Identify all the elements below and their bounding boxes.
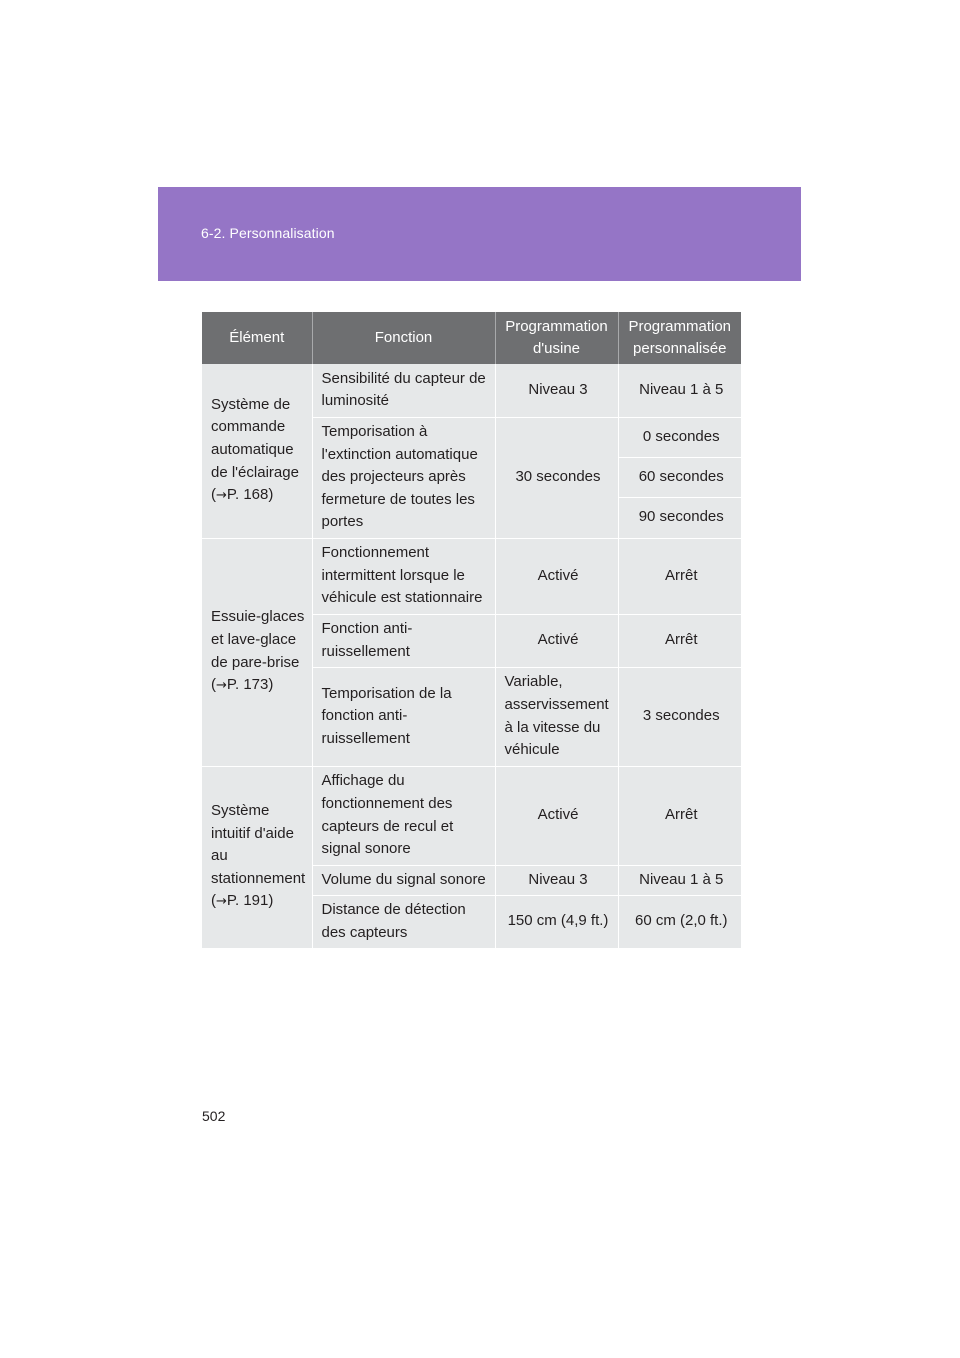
function-cell: Sensibilité du capteur de luminosité — [312, 364, 495, 417]
page-ref: P. 168 — [226, 486, 269, 504]
element-name: Essuie-glaces et lave-glace de pare-brise — [211, 608, 305, 671]
factory-setting-cell: 150 cm (4,9 ft.) — [495, 895, 618, 948]
custom-setting-cell: Arrêt — [618, 614, 741, 667]
column-header-function: Fonction — [312, 312, 495, 364]
arrow-right-icon: → — [216, 678, 227, 694]
factory-setting-cell: Activé — [495, 614, 618, 667]
arrow-right-icon: → — [216, 894, 227, 910]
section-header-band — [158, 187, 801, 281]
custom-setting-cell: 0 secondes — [618, 417, 741, 457]
factory-setting-cell: Niveau 3 — [495, 865, 618, 895]
page-ref: P. 173 — [226, 676, 269, 694]
factory-setting-cell: Variable, asservissement à la vitesse du véhicule — [495, 667, 618, 766]
custom-setting-cell: 90 secondes — [618, 497, 741, 538]
element-name: Système intuitif d'aide au stationnement — [211, 802, 306, 887]
column-header-custom-setting: Programmation personnalisée — [618, 312, 741, 364]
element-name: Système de commande automatique de l'éclairage — [211, 395, 299, 481]
element-cell: Essuie-glaces et lave-glace de pare-brise (→P. 173) — [202, 538, 312, 766]
page-ref: P. 191 — [226, 892, 269, 910]
customization-table — [202, 312, 741, 949]
function-cell: Volume du signal sonore — [312, 865, 495, 895]
custom-setting-cell: Niveau 1 à 5 — [618, 865, 741, 895]
factory-setting-cell: Activé — [495, 766, 618, 865]
custom-setting-cell: 3 secondes — [618, 667, 741, 766]
function-cell: Temporisation à l'extinction automatique des projecteurs après fermeture de toutes les portes — [312, 417, 495, 538]
table-row — [202, 364, 741, 417]
function-cell: Temporisation de la fonction anti-ruissellement — [312, 667, 495, 766]
custom-setting-cell: 60 cm (2,0 ft.) — [618, 895, 741, 948]
factory-setting-cell: Niveau 3 — [495, 364, 618, 417]
section-title: 6-2. Personnalisation — [201, 225, 335, 241]
table-row — [202, 538, 741, 614]
element-cell: Système intuitif d'aide au stationnement (→P. 191) — [202, 766, 312, 948]
function-cell: Fonction anti-ruissellement — [312, 614, 495, 667]
function-cell: Fonctionnement intermittent lorsque le véhicule est stationnaire — [312, 538, 495, 614]
factory-setting-cell: 30 secondes — [495, 417, 618, 538]
custom-setting-cell: 60 secondes — [618, 457, 741, 497]
page-number: 502 — [202, 1108, 226, 1124]
function-cell: Affichage du fonctionnement des capteurs de recul et signal sonore — [312, 766, 495, 865]
table-header-row — [202, 312, 741, 364]
element-cell: Système de commande automatique de l'éclairage (→P. 168) — [202, 364, 312, 538]
table-row — [202, 766, 741, 865]
column-header-element: Élément — [202, 312, 312, 364]
function-cell: Distance de détection des capteurs — [312, 895, 495, 948]
arrow-right-icon: → — [216, 488, 227, 504]
factory-setting-cell: Activé — [495, 538, 618, 614]
column-header-factory-setting: Programmation d'usine — [495, 312, 618, 364]
custom-setting-cell: Arrêt — [618, 538, 741, 614]
custom-setting-cell: Arrêt — [618, 766, 741, 865]
custom-setting-cell: Niveau 1 à 5 — [618, 364, 741, 417]
